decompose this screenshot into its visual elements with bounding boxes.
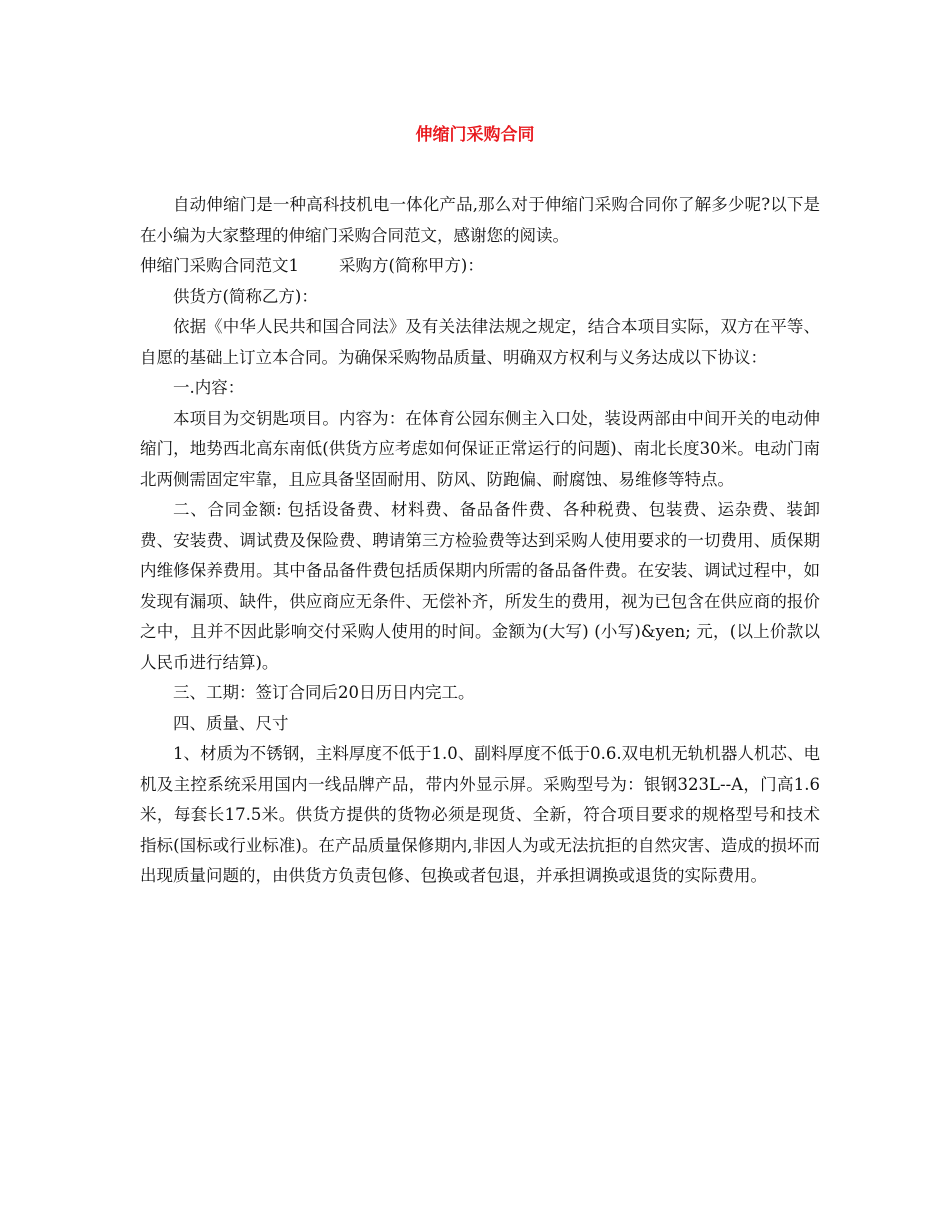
basis-paragraph: 依据《中华人民共和国合同法》及有关法律法规之规定，结合本项目实际，双方在平等、自愿的基础上订立本合同。为确保采购物品质量、明确双方权利与义务达成以下协议： xyxy=(140,317,820,367)
section3-paragraph: 三、工期：签订合同后20日历日内完工。 xyxy=(173,683,475,702)
supplier-label: 供货方(简称乙方)： xyxy=(173,286,318,306)
buyer-label: 采购方(简称甲方)： xyxy=(339,256,484,275)
section1-body: 本项目为交钥匙项目。内容为：在体育公园东侧主入口处，装设两部由中间开关的电动伸缩门，地势西北高东南低(供货方应考虑如何保证正常运行的问题)、南北长度30米。电动门南北两侧需固定牢靠，且应具备坚固耐用、防风、防跑偏、耐腐蚀、易维修等特点。 xyxy=(140,408,820,489)
document-title: 伸缩门采购合同 xyxy=(415,125,535,145)
section2-paragraph: 二、合同金额: 包括设备费、材料费、备品备件费、各种税费、包装费、运杂费、装卸费、安装费、调试费及保险费、聘请第三方检验费等达到采购人使用要求的一切费用、质保期内维修保养费用。其中备品备件费包括质保期内所需的备品备件费。在安装、调试过程中，如发现有漏项、缺件，供应商应无条件、无偿补齐，所发生的费用，视为已包含在供应商的报价之中，且并不因此影响交付采购人使用的时间。金额为(大写) (小写)&yen; 元，(以上价款以人民币进行结算)。 xyxy=(140,500,820,672)
sample-heading: 伸缩门采购合同范文1 xyxy=(140,256,299,275)
sample-heading-line xyxy=(140,251,820,282)
section1-heading: 一.内容： xyxy=(173,378,245,397)
section4-heading: 四、质量、尺寸 xyxy=(173,713,289,733)
intro-paragraph: 自动伸缩门是一种高科技机电一体化产品,那么对于伸缩门采购合同你了解多少呢?以下是在小编为大家整理的伸缩门采购合同范文，感谢您的阅读。 xyxy=(140,195,820,245)
document-body xyxy=(140,190,820,892)
section4-item1: 1、材质为不锈钢，主料厚度不低于1.0、副料厚度不低于0.6.双电机无轨机器人机芯、电机及主控系统采用国内一线品牌产品，带内外显示屏。采购型号为：银钢323L--A，门高1.6米，每套长17.5米。供货方提供的货物必须是现货、全新，符合项目要求的规格型号和技术指标(国标或行业标准)。在产品质量保修期内,非因人为或无法抗拒的自然灾害、造成的损坏而出现质量问题的，由供货方负责包修、包换或者包退，并承担调换或退货的实际费用。 xyxy=(140,744,820,885)
